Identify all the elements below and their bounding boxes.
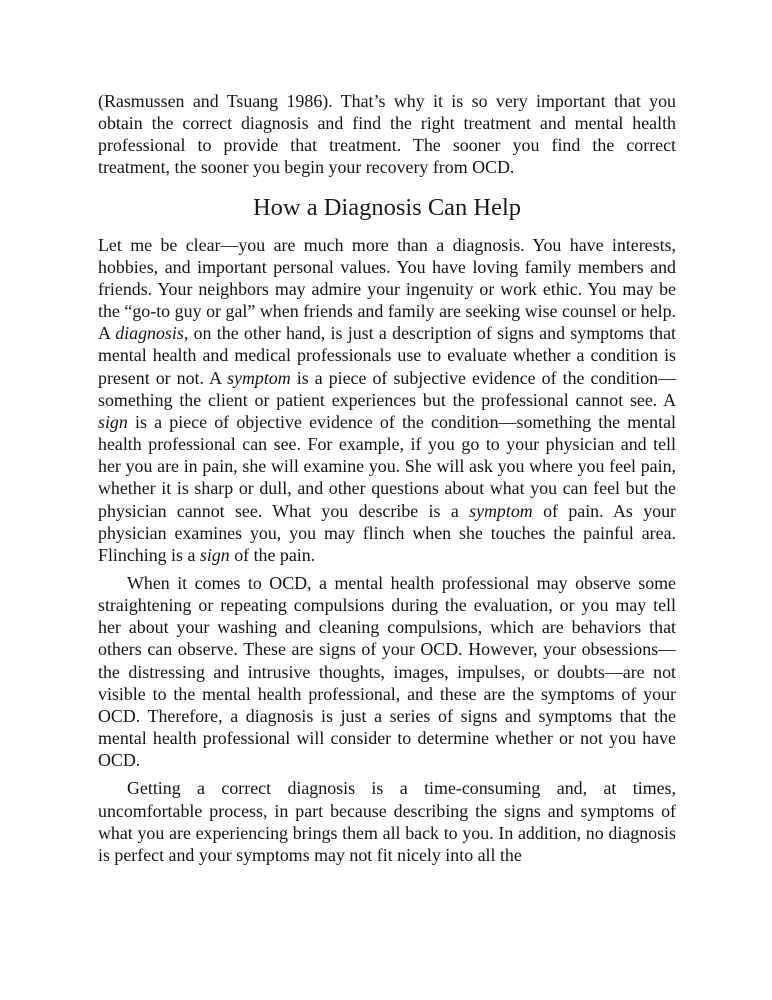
paragraph-intro: (Rasmussen and Tsuang 1986). That’s why it is so very important that you obtain the correct diagnosis and find the right treatment and mental health professional to provide that treatment. The sooner you find the correct treatment, the sooner you begin your recovery from OCD.: [98, 91, 676, 178]
document-page: [98, 90, 676, 866]
text-segment: , on the other hand, is just a description of signs and symptoms that mental health and medical professionals use to evaluate whether a condition is present or not. A: [98, 323, 676, 388]
italic-term-diagnosis: diagnosis: [115, 323, 184, 344]
paragraph-diagnosis-definition: [98, 234, 676, 566]
paragraph-ocd-signs-symptoms: When it comes to OCD, a mental health professional may observe some straightening or repeating compulsions during the evaluation, or you may tell her about your washing and cleaning compulsions, which are behaviors that others can observe. These are signs of your OCD. However, your obsessions—the distressing and intrusive thoughts, images, impulses, or doubts—are not visible to the mental health professional, and these are the symptoms of your OCD. Therefore, a diagnosis is just a series of signs and symptoms that the mental health professional will consider to determine whether or not you have OCD.: [98, 572, 676, 771]
paragraph-correct-diagnosis: Getting a correct diagnosis is a time-consuming and, at times, uncomfortable process, in part because describing the signs and symptoms of what you are experiencing brings them all back to you. In addition, no diagnosis is perfect and your symptoms may not fit nicely into all the: [98, 778, 676, 865]
text-segment: of pain. As your physician examines you, you may flinch when she touches the painful area. Flinching is a: [98, 500, 676, 565]
italic-term-symptom: symptom: [469, 500, 533, 521]
italic-term-sign: sign: [98, 411, 128, 432]
italic-term-sign: sign: [199, 544, 230, 565]
text-segment: is a piece of subjective evidence of the condition—something the client or patient experiences but the professional cannot see. A: [98, 367, 676, 410]
section-heading: How a Diagnosis Can Help: [252, 193, 522, 221]
text-segment: is a piece of objective evidence of the condition—something the mental health professional can see. For example, if you go to your physician and tell her you are in pain, she will examine you. She will ask you where you feel pain, whether it is sharp or dull, and other questions about what you can feel but the physician cannot see. What you describe is a: [98, 411, 676, 521]
text-segment: Let me be clear—you are much more than a diagnosis. You have interests, hobbies, and important personal values. You have loving family members and friends. Your neighbors may admire your ingenuity or work ethic. You may be the “go-to guy or gal” when friends and family are seeking wise counsel or help. A: [98, 234, 676, 344]
text-segment: of the pain.: [229, 544, 316, 565]
italic-term-symptom: symptom: [227, 367, 291, 388]
